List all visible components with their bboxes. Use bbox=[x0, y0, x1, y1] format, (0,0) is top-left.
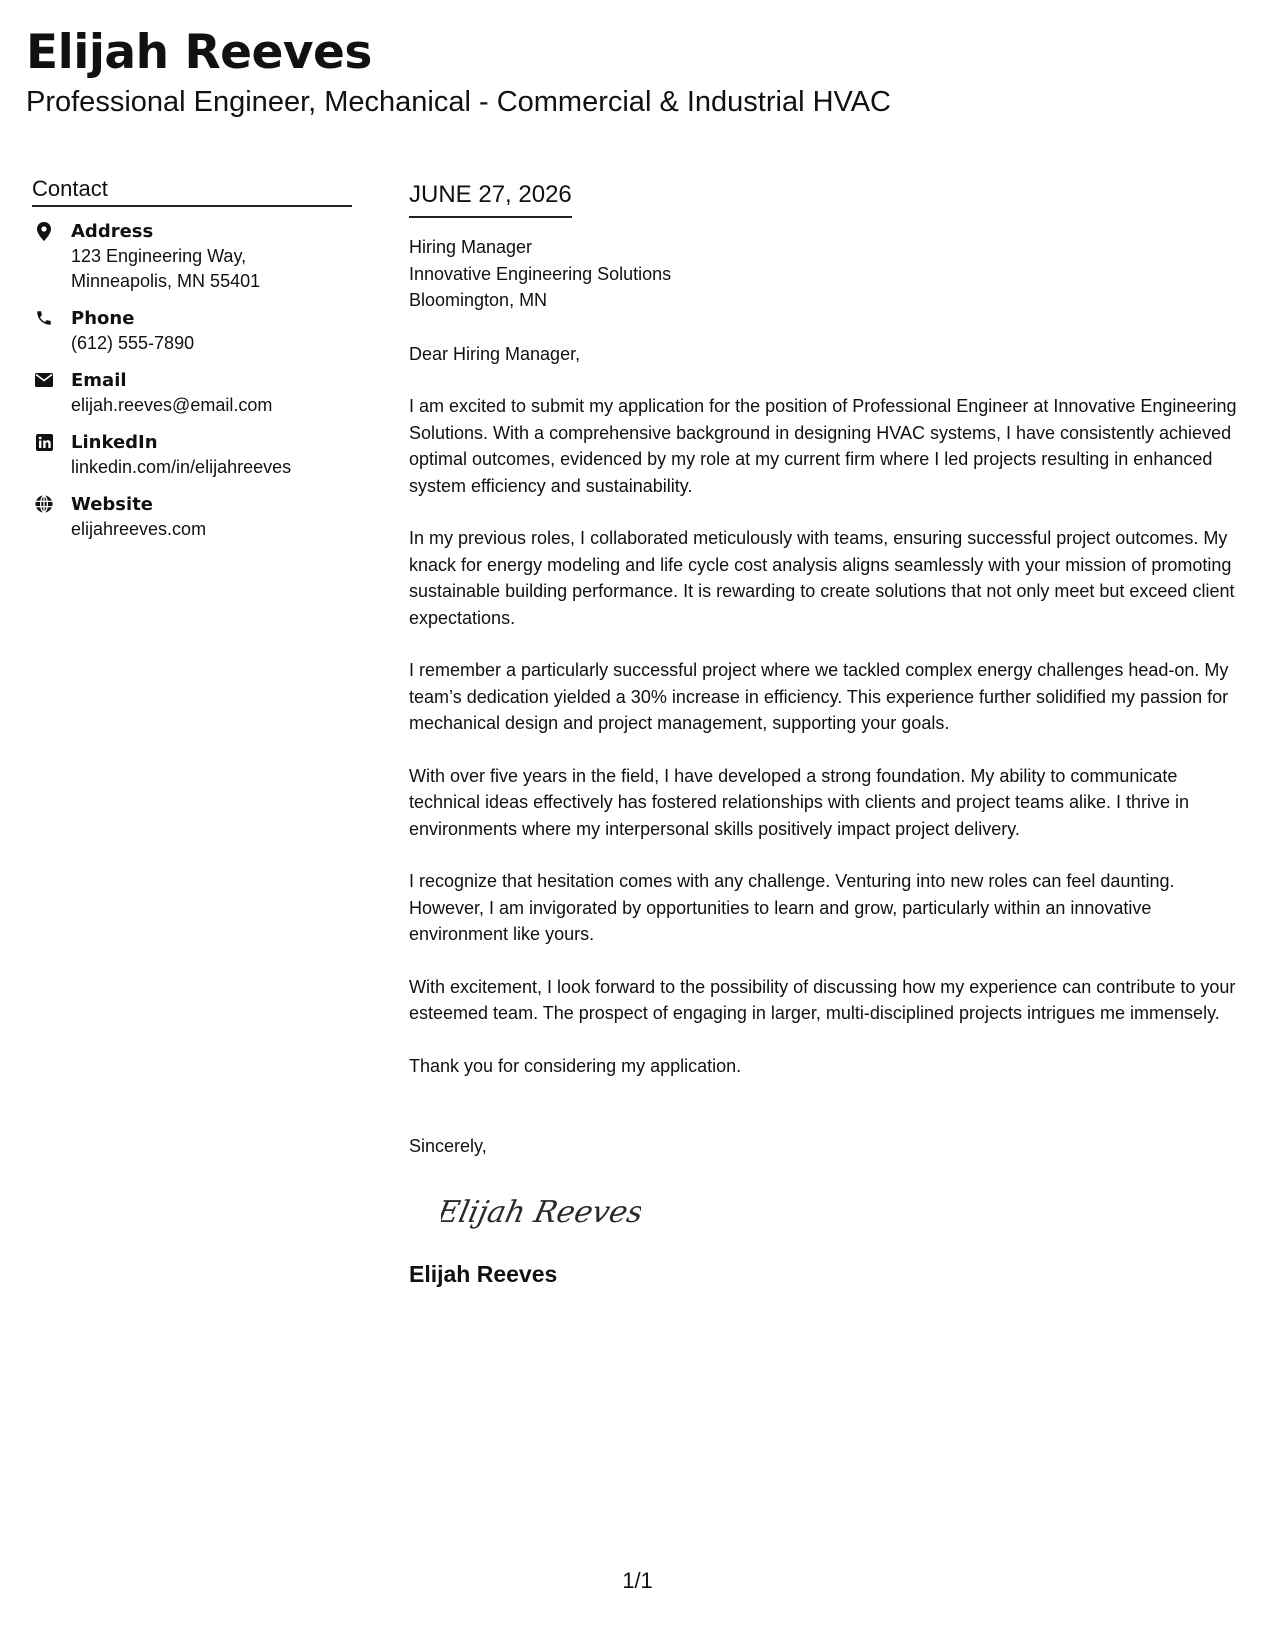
contact-value: linkedin.com/in/elijahreeves bbox=[71, 457, 292, 477]
contact-address bbox=[32, 219, 352, 294]
contact-heading: Contact bbox=[32, 175, 352, 207]
contact-value: elijah.reeves@email.com bbox=[71, 395, 273, 415]
contact-value: (612) 555-7890 bbox=[71, 333, 195, 353]
map-pin-icon bbox=[34, 221, 54, 241]
recipient-line: Innovative Engineering Solutions bbox=[409, 263, 672, 284]
contact-value: elijahreeves.com bbox=[71, 519, 207, 539]
contact-value: 123 Engineering Way, Minneapolis, MN 55401 bbox=[71, 246, 261, 291]
letter-paragraph: Thank you for considering my application. bbox=[409, 1055, 742, 1076]
letter-paragraph: I am excited to submit my application for the position of Professional Engineer at Innovative Engineering Solutions. With a comprehensive background in designing HVAC systems, I have consistently achieved optimal outcomes, evidenced by my role at my current firm where I led projects resulting in enhanced system efficiency and sustainability. bbox=[409, 396, 1237, 496]
contact-label: Website bbox=[71, 494, 154, 515]
contact-label: Phone bbox=[71, 308, 135, 329]
recipient-block bbox=[409, 234, 1244, 314]
contact-label: Email bbox=[71, 370, 127, 391]
letter-paragraph: I remember a particularly successful project where we tackled complex energy challenges head-on. My team’s dedication yielded a 30% increase in efficiency. This experience further solidified my passion for mechanical design and project management, supporting your goals. bbox=[409, 660, 1229, 733]
contact-label: LinkedIn bbox=[71, 432, 158, 453]
phone-icon bbox=[34, 308, 54, 328]
recipient-line: Bloomington, MN bbox=[409, 290, 548, 310]
letter-paragraph: I recognize that hesitation comes with any challenge. Venturing into new roles can feel daunting. However, I am invigorated by opportunities to learn and grow, particularly within an innovative environment like yours. bbox=[409, 871, 1175, 944]
contact-sidebar bbox=[32, 175, 352, 554]
linkedin-icon bbox=[34, 432, 54, 452]
applicant-name: Elijah Reeves bbox=[26, 25, 372, 80]
letter-date: JUNE 27, 2026 bbox=[409, 178, 572, 218]
contact-email bbox=[32, 368, 352, 418]
salutation: Dear Hiring Manager, bbox=[409, 343, 581, 364]
handwritten-signature bbox=[441, 1186, 641, 1234]
contact-website bbox=[32, 492, 352, 542]
contact-phone bbox=[32, 306, 352, 356]
recipient-line: Hiring Manager bbox=[409, 237, 533, 257]
contact-label: Address bbox=[71, 221, 154, 242]
contact-linkedin bbox=[32, 430, 352, 480]
signer-name: Elijah Reeves bbox=[409, 1260, 558, 1287]
closing: Sincerely, bbox=[409, 1136, 487, 1156]
letter-paragraph: With excitement, I look forward to the possibility of discussing how my experience can contribute to your esteemed team. The prospect of engaging in larger, multi-disciplined projects intrigues me immensely. bbox=[409, 976, 1236, 1023]
applicant-headline: Professional Engineer, Mechanical - Commercial & Industrial HVAC bbox=[26, 86, 891, 118]
letter-header bbox=[26, 22, 891, 120]
letter-body bbox=[409, 178, 1244, 1289]
page-number: 1/1 bbox=[622, 1568, 653, 1593]
globe-icon bbox=[34, 494, 54, 514]
signature-text: Elijah Reeves bbox=[441, 1194, 641, 1230]
letter-paragraph: With over five years in the field, I have developed a strong foundation. My ability to communicate technical ideas effectively has fostered relationships with clients and project teams alike. I thrive in environments where my interpersonal skills positively impact project delivery. bbox=[409, 765, 1190, 839]
envelope-icon bbox=[34, 370, 54, 390]
letter-paragraph: In my previous roles, I collaborated meticulously with teams, ensuring successful project outcomes. My knack for energy modeling and life cycle cost analysis aligns seamlessly with your mission of promoting sustainable building performance. It is rewarding to create solutions that not only meet but exceed client expectations. bbox=[409, 528, 1235, 628]
